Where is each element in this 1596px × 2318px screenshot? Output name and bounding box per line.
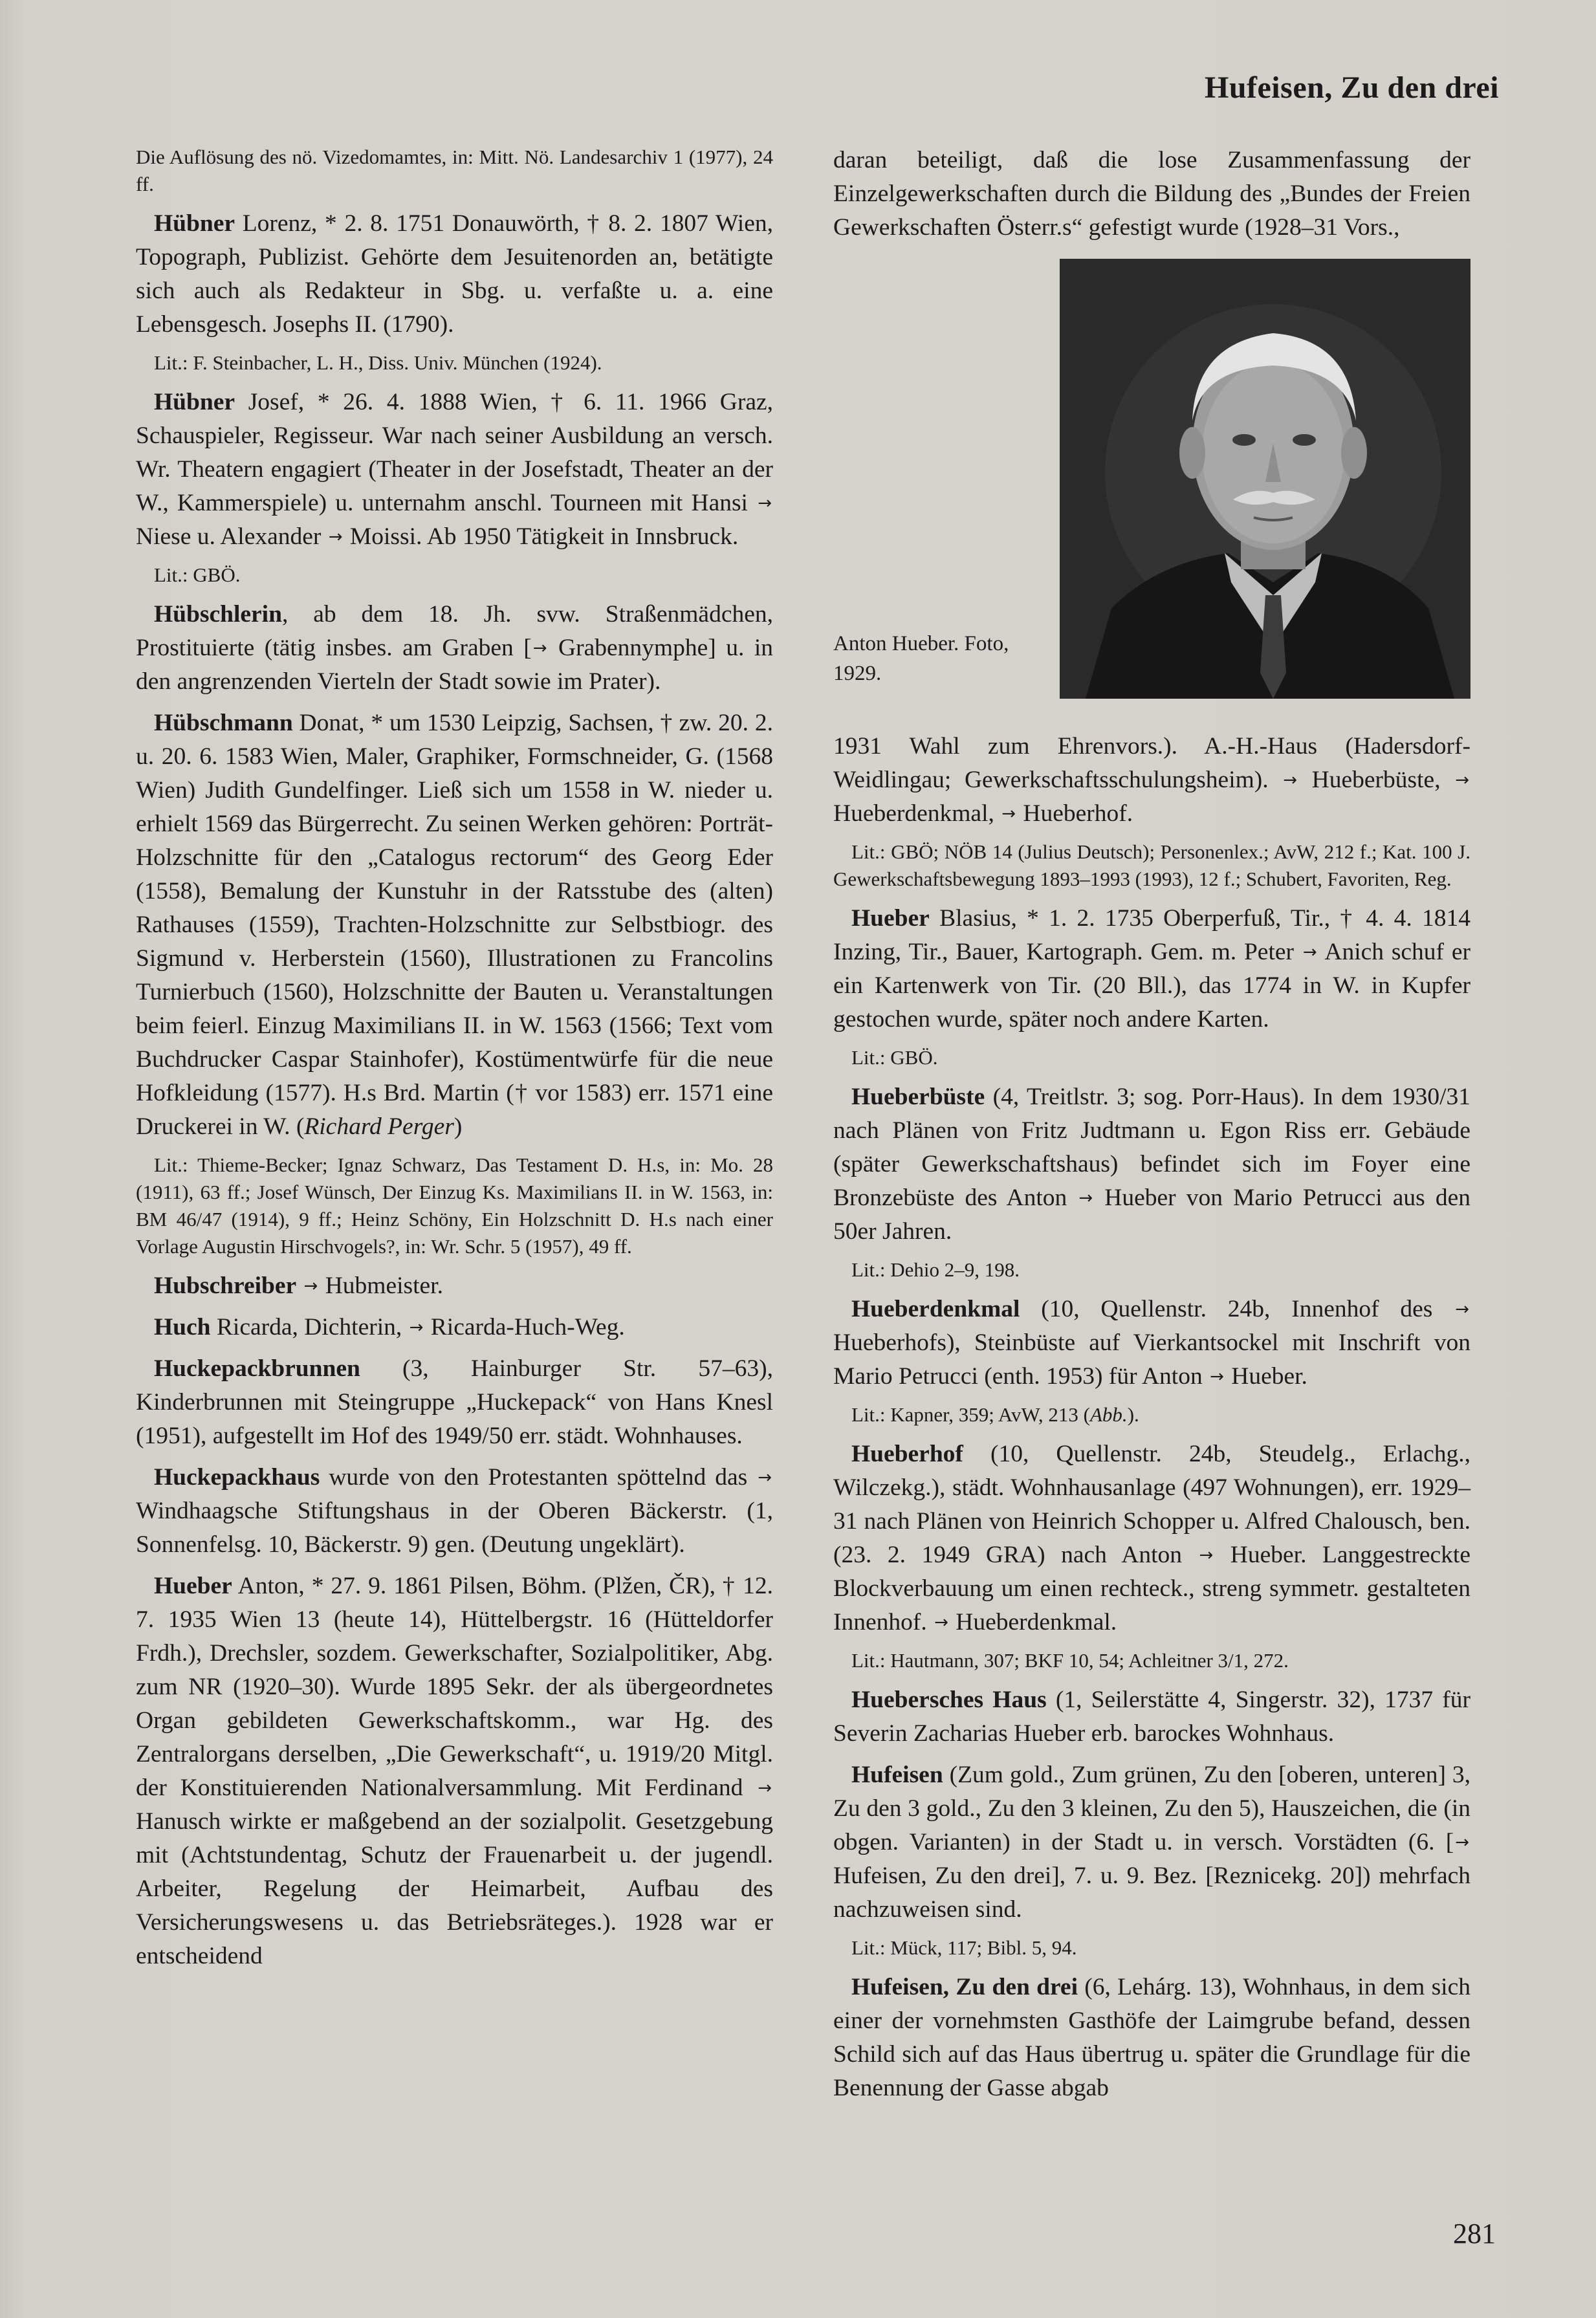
entry-text: , ab dem 18. Jh. svw. Straßenmädchen, Prostituierte (tätig insbes. am Graben [ — [136, 601, 773, 661]
entry-text: (4, Treitlstr. 3; sog. Porr-Haus). In dem 1930/31 nach Plänen von Fritz Judtmann u. Egon Riss err. Gebäude (später Gewerkschaftshaus) befindet sich im Foyer eine Bronzebüste des Anton — [833, 1084, 1470, 1211]
literature-text: ). — [1127, 1403, 1139, 1426]
lemma: Hueber — [851, 905, 930, 932]
entry-hueber-anton — [136, 1569, 773, 1973]
literature — [833, 1401, 1470, 1428]
entry-text: (6, Lehárg. 13), Wohnhaus, in dem sich einer der vornehmsten Gasthöfe der Laimgrube befand, dessen Schild sich auf das Haus übertrug u. später die Grundlage für die Benennung der Gasse abgab — [833, 1974, 1470, 2101]
lemma: Huebersches Haus — [851, 1687, 1047, 1713]
entry-text: (10, Quellenstr. 24b, Steudelg., Erlachg., Wilczekg.), städt. Wohnhausanlage (497 Wohnungen), err. 1929–31 nach Plänen von Heinrich Schopper u. Alfred Chalousch, ben. (23. 2. 1949 GRA) nach Anton — [833, 1441, 1470, 1568]
entry-text: Blasius, * 1. 2. 1735 Oberperfuß, Tir., † 4. 4. 1814 Inzing, Tir., Bauer, Kartograph. Gem. m. Peter — [833, 905, 1470, 965]
entry-text: Hufeisen, Zu den drei], 7. u. 9. Bez. [Reznicekg. 20]) mehrfach nachzuweisen sind. — [833, 1863, 1470, 1923]
entry-huebersches-haus — [833, 1683, 1470, 1751]
entry-text: Hueberdenkmal, — [833, 800, 1001, 827]
portrait-illustration — [1060, 259, 1470, 699]
lemma: Hübschmann — [154, 710, 293, 736]
literature: Lit.: Mück, 117; Bibl. 5, 94. — [851, 1936, 1077, 1959]
entry-hueberdenkmal — [833, 1293, 1470, 1394]
entry-text: Hueberhof. — [1017, 800, 1133, 827]
entry-text: Hueberhofs), Steinbüste auf Vierkantsockel mit Inschrift von Mario Petrucci (enth. 1953) für Anton — [833, 1329, 1470, 1390]
entry-huch — [136, 1311, 773, 1344]
cross-reference-arrow-icon: → — [1455, 771, 1469, 790]
cross-reference-arrow-icon: → — [409, 1318, 424, 1337]
entry-text: Hueber von Mario Petrucci aus den 50er Jahren. — [833, 1185, 1470, 1245]
entry-text: Anich schuf er ein Kartenwerk von Tir. (20 Bll.), das 1774 in W. in Kupfer gestochen wurde, später noch andere Karten. — [833, 939, 1470, 1033]
running-head: Hufeisen, Zu den drei — [1204, 71, 1499, 105]
entry-text: Hanusch wirkte er maßgebend an der sozialpolit. Gesetzgebung mit (Achtstundentag, Schutz der Frauenarbeit u. der jugendl. Arbeiter, Regelung der Heimarbeit, Aufbau des Versicherungswesens u. das Betriebsräteges.). 1928 war er entscheidend — [136, 1808, 773, 1969]
entry-text: Hueber. — [1225, 1363, 1307, 1390]
entry-text — [296, 1273, 302, 1299]
lemma: Hueberhof — [851, 1441, 963, 1467]
entry-text: Ricarda-Huch-Weg. — [424, 1314, 625, 1340]
entry-hueberhof — [833, 1438, 1470, 1639]
lemma: Huch — [154, 1314, 211, 1340]
lemma: Hufeisen, Zu den drei — [851, 1974, 1078, 2000]
entry-text: Windhaagsche Stiftungshaus in der Oberen Bäckerstr. (1, Sonnenfelsg. 10, Bäckerstr. 9) gen. (Deutung ungeklärt). — [136, 1498, 773, 1558]
illustration-ref: Abb. — [1090, 1403, 1128, 1426]
entry-text: (10, Quellenstr. 24b, Innenhof des — [1020, 1296, 1454, 1322]
cross-reference-arrow-icon: → — [1455, 1300, 1469, 1319]
figure-caption: Anton Hueber. Foto, 1929. — [833, 632, 1009, 685]
page-number: 281 — [1453, 2218, 1496, 2249]
literature: Lit.: F. Steinbacher, L. H., Diss. Univ. München (1924). — [154, 351, 602, 374]
lemma: Hueberbüste — [851, 1084, 985, 1110]
portrait-figure — [833, 259, 1470, 718]
cross-reference-arrow-icon: → — [934, 1613, 948, 1632]
entry-continuation: daran beteiligt, daß die lose Zusammenfassung der Einzelgewerkschaften durch die Bildung des „Bundes der Freien Gewerkschaften Österr.s“ gefestigt wurde (1928–31 Vors., — [833, 147, 1470, 241]
cross-reference-arrow-icon: → — [532, 639, 547, 658]
author-signature: Richard Perger — [304, 1113, 454, 1140]
literature: Lit.: Dehio 2–9, 198. — [851, 1258, 1020, 1281]
cross-reference-arrow-icon: → — [1455, 1833, 1469, 1852]
lemma: Hueberdenkmal — [851, 1296, 1020, 1322]
entry-hueber-blasius — [833, 902, 1470, 1036]
entry-text: (1, Seilerstätte 4, Singerstr. 32), 1737 für Severin Zacharias Hueber erb. barockes Wohnhaus. — [833, 1687, 1470, 1747]
cross-reference-arrow-icon: → — [1078, 1188, 1093, 1208]
entry-text: (Zum gold., Zum grünen, Zu den [oberen, unteren] 3, Zu den 3 gold., Zu den 3 kleinen, Zu den 5), Hauszeichen, die (in obgen. Varianten) in der Stadt u. in versch. Vorstädten (6. [ — [833, 1762, 1470, 1855]
cross-reference-arrow-icon: → — [758, 1468, 772, 1487]
entry-text: Niese u. Alexander — [136, 523, 327, 550]
entry-huckepackhaus — [136, 1461, 773, 1562]
entry-text: Hueberbüste, — [1298, 767, 1454, 793]
cross-reference-arrow-icon: → — [1199, 1546, 1214, 1565]
entry-text: Hueber. Langgestreckte Blockverbauung um einen rechteck., streng symmetr. gestalteten Innenhof. — [833, 1542, 1470, 1635]
entry-text: Anton, * 27. 9. 1861 Pilsen, Böhm. (Plžen, ČR), † 12. 7. 1935 Wien 13 (heute 14), Hüttelbergstr. 16 (Hütteldorfer Frdh.), Drechsler, sozdem. Gewerkschafter, Sozialpolitiker, Abg. zum NR (1920–30). Wurde 1895 Sekr. der als übergeordnetes Organ gebildeten Gewerkschaftskomm., war Hg. des Zentralorgans derselben, „Die Gewerkschaft“, u. 1919/20 Mitgl. der Konstituierenden Nationalversammlung. Mit Ferdinand — [136, 1573, 773, 1801]
entry-text: Hubmeister. — [319, 1273, 443, 1299]
left-column — [136, 144, 773, 1981]
entry-text: 1931 Wahl zum Ehrenvors.). A.-H.-Haus (Hadersdorf-Weidlingau; Gewerkschaftsschulungsheim). — [833, 733, 1470, 793]
lemma: Hufeisen — [851, 1762, 943, 1788]
lemma: Hübschlerin — [154, 601, 282, 628]
entry-text: Ricarda, Dichterin, — [210, 1314, 408, 1340]
cross-reference-arrow-icon: → — [758, 494, 772, 513]
cross-reference-arrow-icon: → — [303, 1276, 318, 1296]
lemma: Hueber — [154, 1573, 232, 1599]
lemma: Hübner — [154, 389, 235, 415]
cross-reference-arrow-icon: → — [758, 1778, 772, 1798]
literature-text: Lit.: Kapner, 359; AvW, 213 ( — [851, 1403, 1090, 1426]
entry-text: ) — [454, 1113, 463, 1140]
entry-hufeisen — [833, 1758, 1470, 1927]
entry-hufeisen-zu-den-drei — [833, 1971, 1470, 2105]
lemma: Hubschreiber — [154, 1273, 297, 1299]
literature: Lit.: Thieme-Becker; Ignaz Schwarz, Das Testament D. H.s, in: Mo. 28 (1911), 63 ff.; Josef Wünsch, Der Einzug Ks. Maximilians II. in W. 1563, in: BM 46/47 (1914), 9 ff.; Heinz Schöny, Ein Holzschnitt D. H.s nach einer Vorlage Augustin Hirschvogels?, in: Wr. Schr. 5 (1957), 49 ff. — [136, 1154, 773, 1258]
literature: Lit.: GBÖ. — [851, 1046, 938, 1069]
entry-huebschmann — [136, 706, 773, 1144]
cross-reference-arrow-icon: → — [1210, 1367, 1224, 1386]
lemma: Huckepackhaus — [154, 1464, 320, 1491]
entry-text: wurde von den Protestanten spöttelnd das — [320, 1464, 757, 1491]
cross-reference-arrow-icon: → — [1001, 804, 1016, 824]
literature: Lit.: GBÖ; NÖB 14 (Julius Deutsch); Personenlex.; AvW, 212 f.; Kat. 100 J. Gewerkschaftsbewegung 1893–1993 (1993), 12 f.; Schubert, Favoriten, Reg. — [833, 840, 1470, 890]
entry-huckepackbrunnen — [136, 1352, 773, 1453]
cross-reference-arrow-icon: → — [1283, 771, 1298, 790]
entry-text: (3, Hainburger Str. 57–63), Kinderbrunnen mit Steingruppe „Huckepack“ von Hans Knesl (1951), aufgestellt im Hof des 1949/50 err. städt. Wohnhauses. — [136, 1355, 773, 1449]
continued-literature: Die Auflösung des nö. Vizedomamtes, in: Mitt. Nö. Landesarchiv 1 (1977), 24 ff. — [136, 146, 773, 195]
cross-reference-arrow-icon: → — [328, 527, 343, 547]
literature: Lit.: GBÖ. — [154, 563, 241, 586]
entry-text: Moissi. Ab 1950 Tätigkeit in Innsbruck. — [344, 523, 739, 550]
lemma: Huckepackbrunnen — [154, 1355, 360, 1382]
entry-text: Josef, * 26. 4. 1888 Wien, † 6. 11. 1966 Graz, Schauspieler, Regisseur. War nach seiner Ausbildung an versch. Wr. Theatern engagiert (Theater in der Josefstadt, Theater an der W., Kammerspiele) u. unternahm anschl. Tourneen mit Hansi — [136, 389, 773, 516]
entry-text: Grabennymphe] u. in den angrenzenden Vierteln der Stadt sowie im Prater). — [136, 635, 774, 695]
entry-huebschlerin — [136, 598, 773, 699]
portrait-photo — [1060, 259, 1470, 699]
cross-reference-arrow-icon: → — [1302, 943, 1317, 962]
literature: Lit.: Hautmann, 307; BKF 10, 54; Achleitner 3/1, 272. — [851, 1649, 1289, 1672]
entry-continuation — [833, 730, 1470, 831]
lemma: Hübner — [154, 210, 235, 237]
entry-text: Donat, * um 1530 Leipzig, Sachsen, † zw. 20. 2. u. 20. 6. 1583 Wien, Maler, Graphiker, Formschneider, G. (1568 Wien) Judith Gundelfinger. Ließ sich um 1558 in W. nieder u. erhielt 1569 das Bürgerrecht. Zu seinen Werken gehören: Porträt-Holzschnitte für den „Catalogus rectorum“ des Georg Eder (1558), Bemalung der Kunstuhr in der Ratsstube des (alten) Rathauses (1559), Trachten-Holzschnitte zur Selbstbiogr. des Sigmund v. Herberstein (1560), Illustrationen zu Francolins Turnierbuch (1560), Holzschnitte der Bauten u. Veranstaltungen beim feierl. Einzug Maximilians II. in W. 1563 (1566; Text vom Buchdrucker Caspar Stainhofer), Kostümentwürfe für die neue Hofkleidung (1577). H.s Brd. Martin († vor 1583) err. 1571 eine Druckerei in W. ( — [136, 710, 773, 1140]
entry-hueberbueste — [833, 1080, 1470, 1249]
right-column — [833, 144, 1470, 2113]
entry-huebner-lorenz — [136, 207, 773, 342]
entry-text: Lorenz, * 2. 8. 1751 Donauwörth, † 8. 2. 1807 Wien, Topograph, Publizist. Gehörte dem Jesuitenorden an, betätigte sich auch als Redakteur in Sbg. u. verfaßte u. a. eine Lebensgesch. Josephs II. (1790). — [136, 210, 773, 338]
entry-hubschreiber — [136, 1269, 773, 1303]
entry-text: Hueberdenkmal. — [949, 1609, 1117, 1635]
entry-huebner-josef — [136, 386, 773, 554]
